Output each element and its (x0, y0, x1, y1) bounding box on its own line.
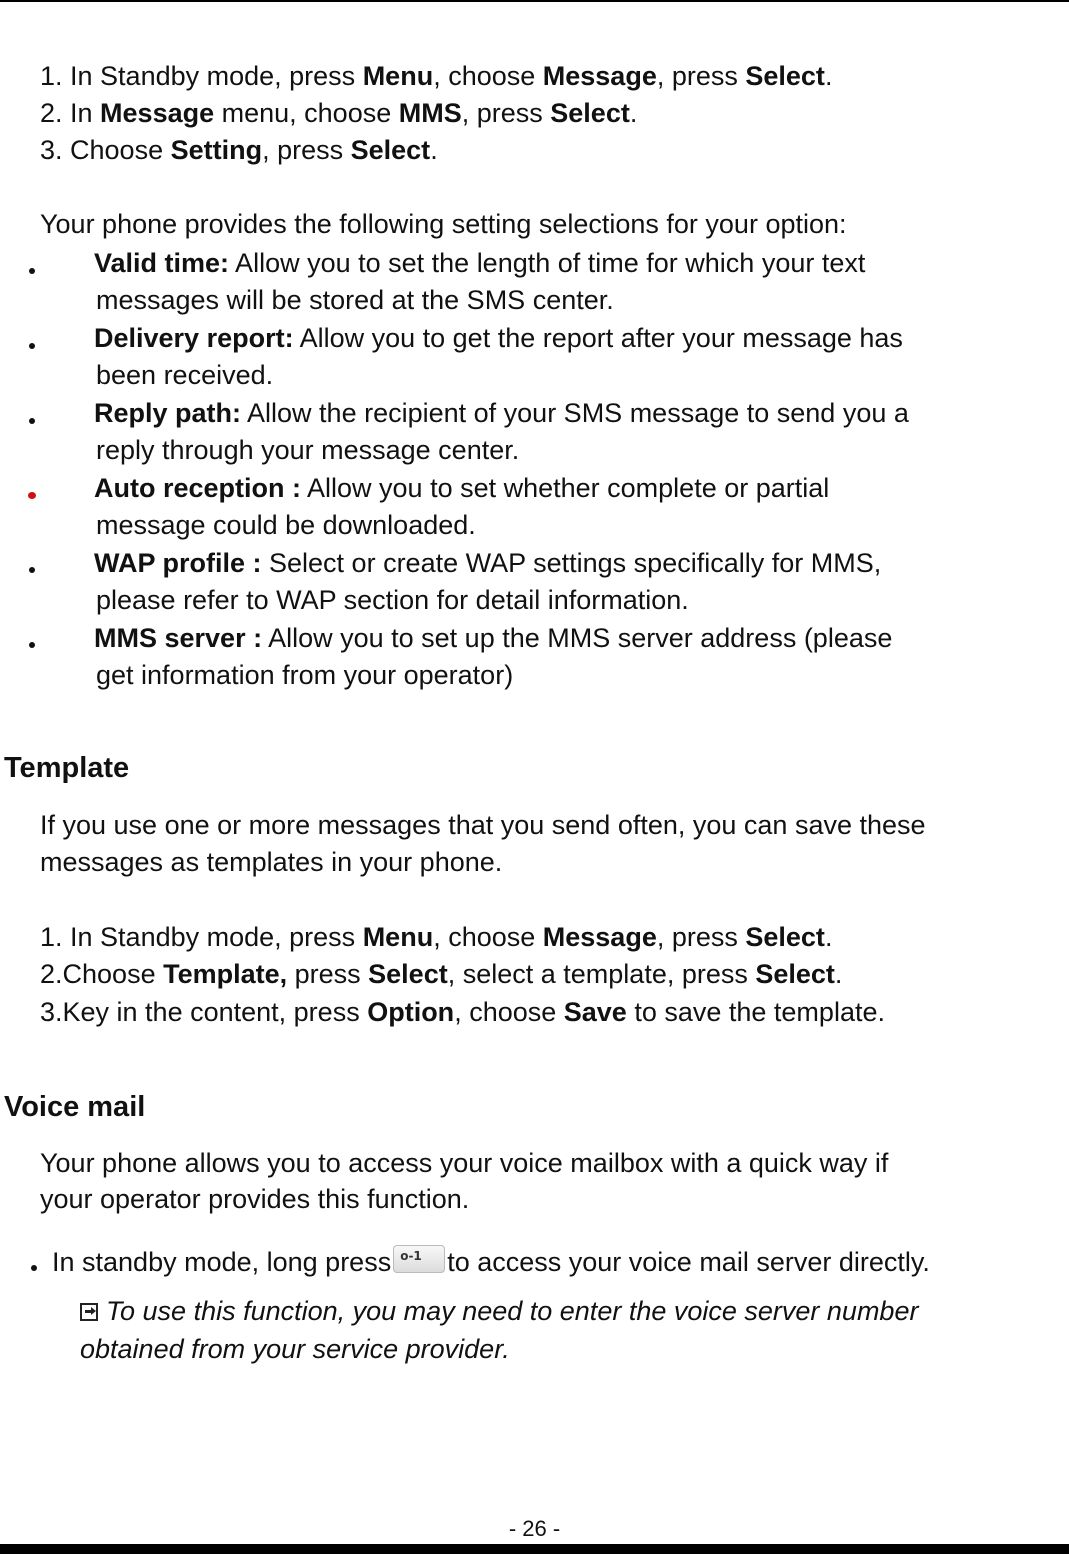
bullet-icon (29, 343, 35, 349)
template-intro-1: If you use one or more messages that you send often, you can save these (40, 810, 926, 840)
setting-valid-time-cont: messages will be stored at the SMS center. (96, 285, 614, 315)
bullet-icon (31, 1265, 37, 1271)
template-intro-2: messages as templates in your phone. (40, 847, 503, 877)
setting-mms-server: MMS server : Allow you to set up the MMS server address (please (94, 623, 893, 653)
mms-step-3: 3. Choose Setting, press Select. (40, 135, 438, 165)
bullet-icon (29, 418, 35, 424)
voice-mail-note-1: To use this function, you may need to enter the voice server number (80, 1295, 918, 1327)
bullet-icon (28, 492, 36, 499)
voice-mail-heading: Voice mail (4, 1091, 146, 1123)
setting-delivery-report-cont: been received. (96, 360, 274, 390)
bottom-rule (0, 1544, 1069, 1554)
note-icon (80, 1303, 98, 1321)
template-step-2: 2.Choose Template, press Select, select a template, press Select. (40, 959, 843, 989)
voice-mail-note-2: obtained from your service provider. (80, 1334, 510, 1364)
setting-delivery-report: Delivery report: Allow you to get the report after your message has (94, 323, 903, 353)
voicemail-key-icon: o-1 (393, 1245, 445, 1273)
template-step-3: 3.Key in the content, press Option, choose Save to save the template. (40, 997, 885, 1027)
setting-auto-reception-cont: message could be downloaded. (96, 510, 476, 540)
top-rule (0, 0, 1069, 2)
bullet-icon (29, 642, 35, 648)
setting-mms-server-cont: get information from your operator) (96, 660, 514, 690)
setting-wap-profile-cont: please refer to WAP section for detail information. (96, 585, 689, 615)
setting-wap-profile: WAP profile : Select or create WAP settings specifically for MMS, (94, 548, 882, 578)
setting-reply-path: Reply path: Allow the recipient of your SMS message to send you a (94, 398, 909, 428)
page-number: - 26 - (508, 1516, 561, 1541)
mms-step-1: 1. In Standby mode, press Menu, choose Message, press Select. (40, 61, 833, 91)
settings-intro: Your phone provides the following setting selections for your option: (40, 209, 847, 239)
bullet-icon (29, 567, 35, 573)
bullet-icon (29, 268, 35, 274)
setting-auto-reception: Auto reception : Allow you to set whether complete or partial (94, 473, 830, 503)
setting-valid-time: Valid time: Allow you to set the length of time for which your text (94, 248, 866, 278)
voice-mail-intro-2: your operator provides this function. (40, 1184, 470, 1214)
voice-mail-instruction: In standby mode, long press o-1 to access your voice mail server directly. (52, 1247, 930, 1277)
voice-mail-intro-1: Your phone allows you to access your voice mailbox with a quick way if (40, 1148, 889, 1178)
template-heading: Template (4, 752, 130, 784)
mms-step-2: 2. In Message menu, choose MMS, press Select. (40, 98, 638, 128)
template-step-1: 1. In Standby mode, press Menu, choose Message, press Select. (40, 922, 833, 952)
setting-reply-path-cont: reply through your message center. (96, 435, 520, 465)
